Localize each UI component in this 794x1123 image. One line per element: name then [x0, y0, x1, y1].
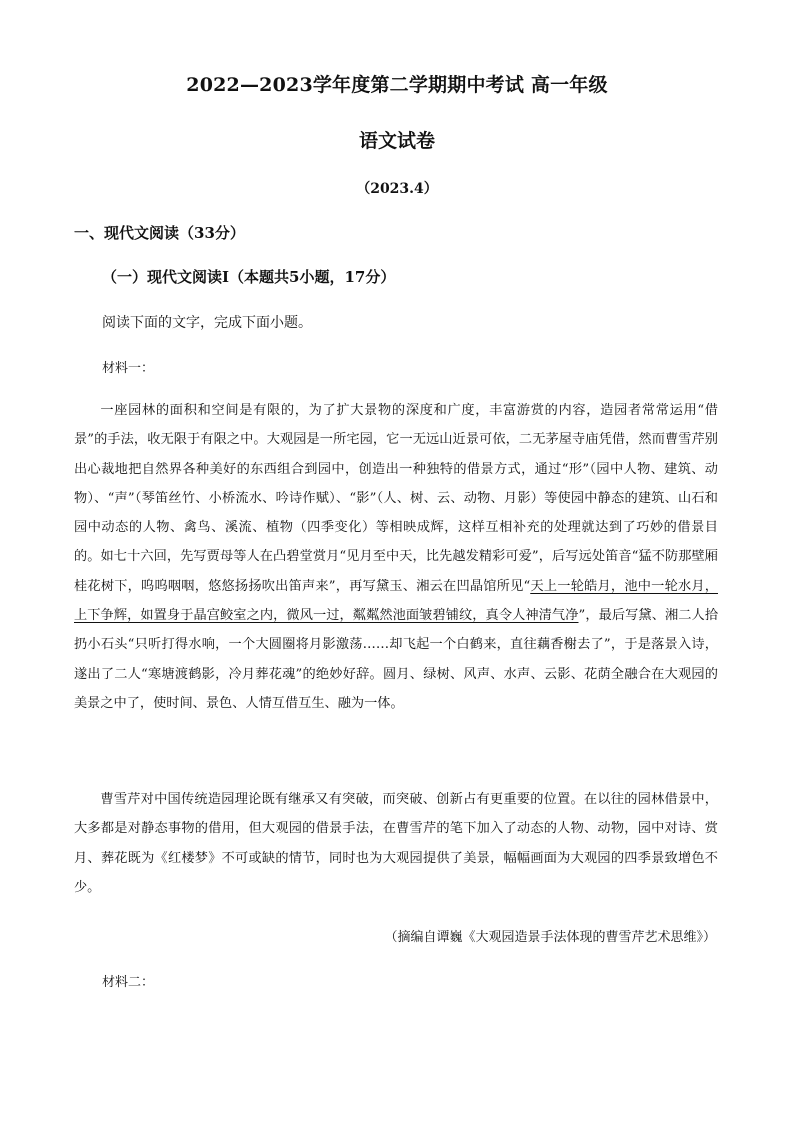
paragraph-1-text-a: 一座园林的面积和空间是有限的，为了扩大景物的深度和广度，丰富游赏的内容，造园者常常运用“借景”的手法，收无限于有限之中。大观园是一所宅园，它一无远山近景可依，二无茅屋寺庙凭借，然而曹雪芹别出心裁地把自然界各种美好的东西组合到园中，创造出一种独特的借景方式，通过“形”（园中人物、建筑、动物）、“声”（琴笛丝竹、小桥流水、吟诗作赋）、“影”（人、树、云、动物、月影）等使园中静态的建筑、山石和园中动态的人物、禽鸟、溪流、植物（四季变化）等相映成辉，这样互相补充的处理就达到了巧妙的借景目的。如七十六回，先写贾母等人在凸碧堂赏月“见月至中天，比先越发精彩可爱”，后写远处笛音“猛不防那壁厢桂花树下，呜呜咽咽，悠悠扬扬吹出笛声来”，再写黛玉、湘云在凹晶馆所见“: [74, 403, 718, 594]
material-one-label: 材料一：: [102, 361, 155, 376]
exam-date: （2023.4）: [356, 181, 438, 197]
material-one-paragraph-2: 曹雪芹对中国传统造园理论既有继承又有突破，而突破、创新占有更重要的位置。在以往的园林借景中，大多都是对静态事物的借用，但大观园的借景手法，在曹雪芹的笔下加入了动态的人物、动物，园中对诗、赏月、葬花既为《红楼梦》不可或缺的情节，同时也为大观园提供了美景，幅幅画面为大观园的四季景致增色不少。: [74, 792, 718, 895]
reading-instruction: 阅读下面的文字，完成下面小题。: [102, 315, 312, 331]
material-two-label: 材料二：: [102, 975, 155, 990]
exam-subtitle: 语文试卷: [358, 130, 435, 152]
exam-title: 2022—2023学年度第二学期期中考试 高一年级: [186, 74, 608, 96]
sub-section-heading: （一）现代文阅读Ⅰ（本题共5小题，17分）: [102, 268, 396, 286]
paragraph-1-text-b: ”，最后写黛、湘二人拾扔小石头“只听打得水响，一个大圆圈将月影激荡……却飞起一个白鹤来，直往藕香榭去了”，于是落景入诗，遂出了二人“寒塘渡鹤影，冷月葬花魂”的绝妙好辞。圆月、绿树、风声、水声、云影、花荫全融合在大观园的美景之中了，使时间、景色、人情互借互生、融为一体。: [74, 608, 719, 711]
material-one-paragraph-1: [74, 396, 718, 718]
material-one-source: （摘编自谭巍《大观园造景手法体现的曹雪芹艺术思维》）: [384, 930, 716, 945]
section-heading: 一、现代文阅读（33分）: [74, 224, 245, 242]
underlined-quote: 天上一轮皓月，池中一轮水月，上下争辉，如置身于晶宫鲛室之内，微风一过，粼粼然池面皱碧铺纹，真令人神清气净: [74, 578, 718, 624]
